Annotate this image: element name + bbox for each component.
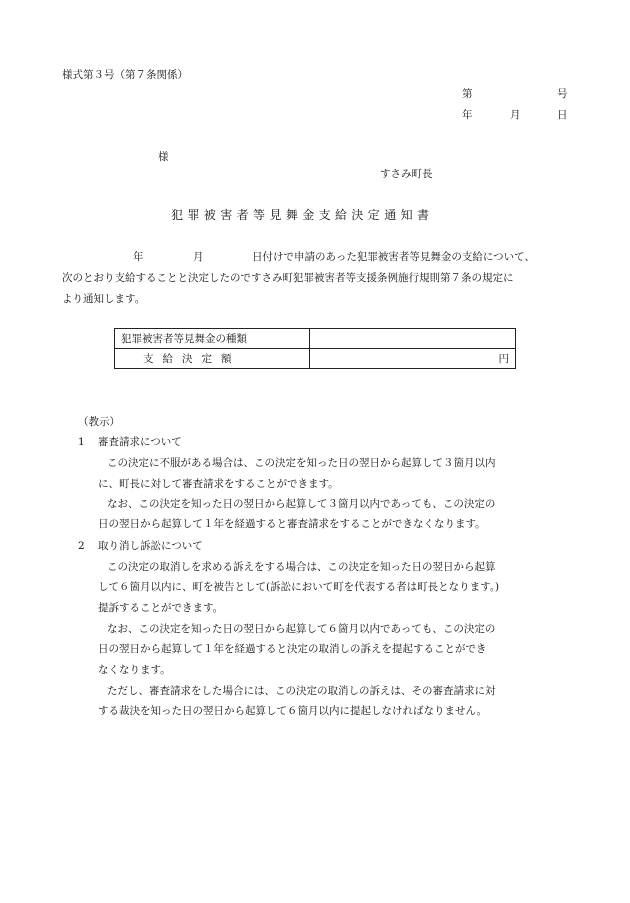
section-1-line: この決定に不服がある場合は、この決定を知った日の翌日から起算して３箇月以内 <box>107 457 496 469</box>
date-month: 月 <box>510 109 521 121</box>
amount-label: 支給決定額 <box>115 349 310 369</box>
instructions-heading: （教示） <box>78 416 120 428</box>
benefit-table <box>114 328 516 369</box>
issuer: すさみ町長 <box>380 168 433 180</box>
section-1-title: 審査請求について <box>98 436 182 448</box>
form-number: 様式第３号（第７条関係） <box>62 69 188 81</box>
section-1-line: に、町長に対して審査請求をすることができます。 <box>98 478 339 490</box>
section-2-line: この決定の取消しを求める訴えをする場合は、この決定を知った日の翌日から起算 <box>107 561 496 573</box>
section-2-line: なお、この決定を知った日の翌日から起算して６箇月以内であっても、この決定の <box>107 623 496 635</box>
section-2-line: ただし、審査請求をした場合には、この決定の取消しの訴えは、その審査請求に対 <box>107 685 496 697</box>
benefit-type-label: 犯罪被害者等見舞金の種類 <box>115 329 310 349</box>
benefit-type-value <box>310 329 516 349</box>
intro-line-3: より通知します。 <box>62 293 146 305</box>
intro-line-1: 日付けで申請のあった犯罪被害者等見舞金の支給について、 <box>252 251 535 263</box>
section-2-title: 取り消し訴訟について <box>98 540 203 552</box>
table-row <box>115 329 516 349</box>
intro-year: 年 <box>133 251 144 263</box>
section-2-line: する裁決を知った日の翌日から起算して６箇月以内に提起しなければなりません。 <box>98 705 488 717</box>
doc-number-prefix: 第 <box>462 88 473 100</box>
date-day: 日 <box>557 109 568 121</box>
intro-month: 月 <box>193 251 204 263</box>
section-1-number: 1 <box>78 436 85 448</box>
document-title: 犯罪被害者等見舞金支給決定通知書 <box>171 208 434 222</box>
doc-number-suffix: 号 <box>557 88 568 100</box>
table-row <box>115 349 516 369</box>
section-2-line: 提訴することができます。 <box>98 602 224 614</box>
section-2-line: 日の翌日から起算して１年を経過すると決定の取消しの訴えを提起することができ <box>98 643 487 655</box>
amount-unit: 円 <box>310 349 516 369</box>
section-2-number: 2 <box>78 540 85 552</box>
intro-line-2: 次のとおり支給することと決定したのですさみ町犯罪被害者等支援条例施行規則第７条の規定に <box>62 272 514 284</box>
date-year: 年 <box>462 109 473 121</box>
section-2-line: なくなります。 <box>98 664 171 676</box>
section-2-line: して６箇月以内に、町を被告として(訴訟において町を代表する者は町長となります。) <box>98 581 500 593</box>
section-1-line: なお、この決定を知った日の翌日から起算して３箇月以内であっても、この決定の <box>107 498 496 510</box>
section-1-line: 日の翌日から起算して１年を経過すると審査請求をすることができなくなります。 <box>98 518 486 530</box>
addressee-suffix: 様 <box>158 151 169 163</box>
